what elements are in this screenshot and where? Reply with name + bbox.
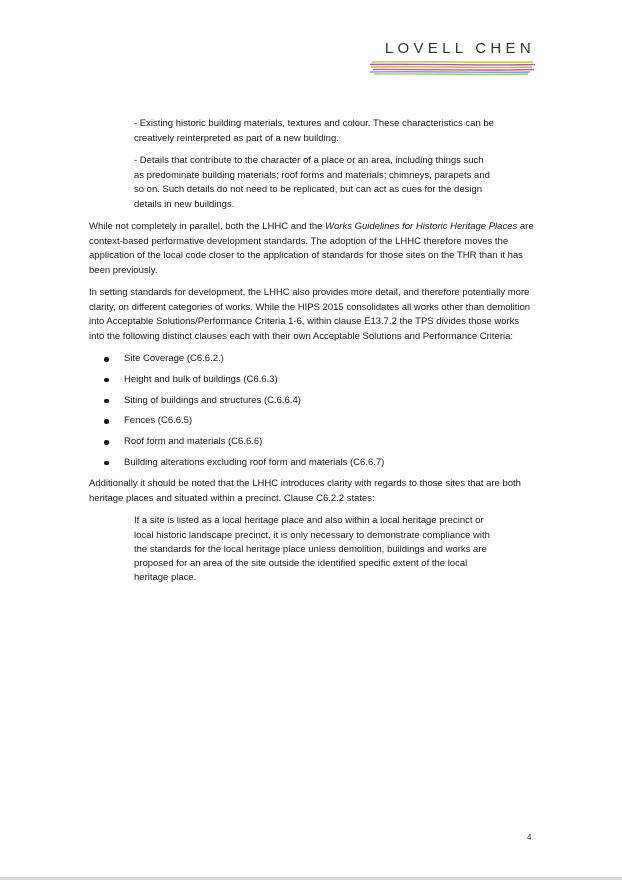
bullet-icon — [104, 440, 109, 445]
clause-quote: If a site is listed as a local heritage place and also within a local heritage precinct or local historic landscape precinct, it is only necessary to demonstrate compliance with the standards for the local heritage place unless demolition, buildings and works are proposed for an area of the site outside the identified specific extent of the local heritage place. — [134, 515, 490, 584]
clause-list — [89, 352, 535, 470]
dash-item-details: - Details that contribute to the character of a place or an area, including things such as predominate building materials; roof forms and materials; chimneys, parapets and so on. Such details do not need to be replicated, but can act as cues for the design details in new buildings. — [134, 155, 490, 210]
bullet-icon — [104, 399, 109, 404]
bullet-icon — [104, 357, 109, 362]
list-item: Fences (C6.6.5) — [89, 414, 535, 429]
list-item: Roof form and materials (C6.6.6) — [89, 435, 535, 450]
lovell-chen-logo — [370, 40, 535, 76]
dash-item-materials: - Existing historic building materials, textures and colour. These characteristics can be creatively reinterpreted as part of a new building. — [134, 118, 494, 144]
body-content — [89, 117, 535, 594]
list-item: Building alterations excluding roof form and materials (C6.6.7) — [89, 456, 535, 471]
list-item: Height and bulk of buildings (C6.6.3) — [89, 373, 535, 388]
paragraph-clarity: Additionally it should be noted that the LHHC introduces clarity with regards to those sites that are both heritage places and situated within a precinct. Clause C6.2.2 states: — [89, 478, 521, 504]
paragraph-context: While not completely in parallel, both the LHHC and the Works Guidelines for Historic Heritage Places are context-based performative development standards. The adoption of the LHHC therefore moves the application of the local code closer to the application of standards for those sites on the THR than it has been previously. — [89, 221, 534, 276]
bullet-icon — [104, 419, 109, 424]
paragraph-standards: In setting standards for development, the LHHC also provides more detail, and therefore potentially more clarity, on different categories of works. While the HIPS 2015 consolidates all works other than demolition into Acceptable Solutions/Performance Criteria 1-6, within clause E13.7.2 the TPS divides those works into the following distinct clauses each with their own Acceptable Solutions and Performance Criteria: — [89, 287, 531, 342]
list-item: Site Coverage (C6.6.2.) — [89, 352, 535, 367]
logo-text: LOVELL CHEN — [384, 40, 535, 57]
guidelines-title: Works Guidelines for Historic Heritage Places — [325, 221, 518, 232]
bullet-icon — [104, 378, 109, 383]
list-item: Siting of buildings and structures (C.6.6.4) — [89, 394, 535, 409]
page-number: 4 — [527, 833, 532, 842]
bullet-icon — [104, 461, 109, 466]
logo-stripes-icon — [370, 60, 535, 76]
